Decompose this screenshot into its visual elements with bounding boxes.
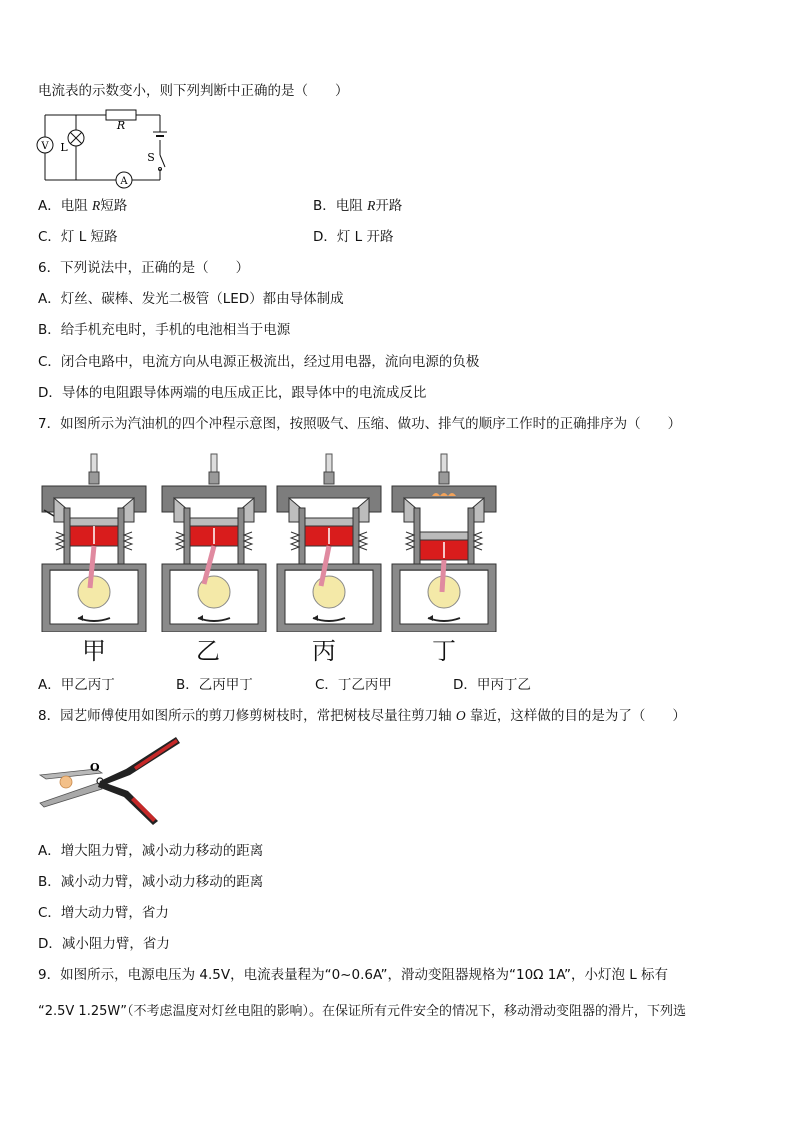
q5-option-a-post: 短路 [100, 198, 128, 214]
q5-option-b-pre: B．电阻 [313, 198, 368, 214]
pivot-label: O [90, 761, 100, 774]
q6-option-b: B．给手机充电时，手机的电池相当于电源 [38, 322, 291, 338]
q8-option-b: B．减小动力臂，减小动力移动的距离 [38, 874, 264, 890]
q5-option-b [313, 197, 402, 215]
q7-option-c: C．丁乙丙甲 [315, 677, 392, 693]
q7-stem: 7．如图所示为汽油机的四个冲程示意图，按照吸气、压缩、做功、排气的顺序工作时的正确排序为（ ） [38, 416, 682, 432]
q8-stem-var: O [455, 708, 466, 723]
q5-option-d: D．灯 L 开路 [313, 229, 394, 245]
q8-option-a: A．增大阻力臂，减小动力移动的距离 [38, 843, 264, 859]
q8-stem-post: 靠近，这样做的目的是为了（ ） [465, 708, 686, 724]
pruning-shears-figure [38, 733, 183, 833]
q5-option-a [38, 197, 127, 215]
q9-stem-line2: “2.5V 1.25W”（不考虑温度对灯丝电阻的影响）。在保证所有元件安全的情况下，移动滑动变阻器的滑片，下列选 [38, 1004, 686, 1019]
engine-label-ding: 丁 [432, 637, 456, 665]
q5-option-c: C．灯 L 短路 [38, 229, 118, 245]
engine-strokes-figure [38, 452, 508, 632]
lamp-label: L [60, 141, 68, 154]
q5-option-a-pre: A．电阻 [38, 198, 93, 214]
q6-stem: 6．下列说法中，正确的是（ ） [38, 260, 250, 276]
q8-option-c: C．增大动力臂，省力 [38, 905, 169, 921]
q7-option-b: B．乙丙甲丁 [176, 677, 253, 693]
ammeter-label: A [120, 176, 128, 187]
engine-label-bing: 丙 [312, 637, 336, 665]
q9-stem-line1: 9．如图所示，电源电压为 4.5V，电流表量程为“0~0.6A”，滑动变阻器规格为“10Ω 1A”，小灯泡 L 标有 [38, 967, 669, 983]
switch-label: S [147, 151, 155, 164]
q5-circuit-diagram [36, 105, 168, 190]
q6-option-c: C．闭合电路中，电流方向从电源正极流出，经过用电器，流向电源的负极 [38, 354, 480, 370]
q5-option-a-var: R [92, 198, 101, 213]
q5-option-b-post: 开路 [375, 198, 403, 214]
engine-label-jia: 甲 [82, 637, 106, 665]
q7-option-a: A．甲乙丙丁 [38, 677, 115, 693]
q5-option-b-var: R [367, 198, 376, 213]
q7-option-d: D．甲丙丁乙 [453, 677, 531, 693]
voltmeter-label: V [41, 141, 49, 152]
q8-option-d: D．减小阻力臂，省力 [38, 936, 170, 952]
q8-stem-pre: 8．园艺师傅使用如图所示的剪刀修剪树枝时，常把树枝尽量往剪刀轴 [38, 708, 456, 724]
q8-stem [38, 707, 686, 725]
q5-stem-tail: 电流表的示数变小，则下列判断中正确的是（ ） [38, 83, 349, 99]
q6-option-d: D．导体的电阻跟导体两端的电压成正比，跟导体中的电流成反比 [38, 385, 427, 401]
engine-label-yi: 乙 [196, 637, 220, 665]
resistor-label: R [116, 119, 126, 132]
q6-option-a: A．灯丝、碳棒、发光二极管（LED）都由导体制成 [38, 291, 344, 307]
